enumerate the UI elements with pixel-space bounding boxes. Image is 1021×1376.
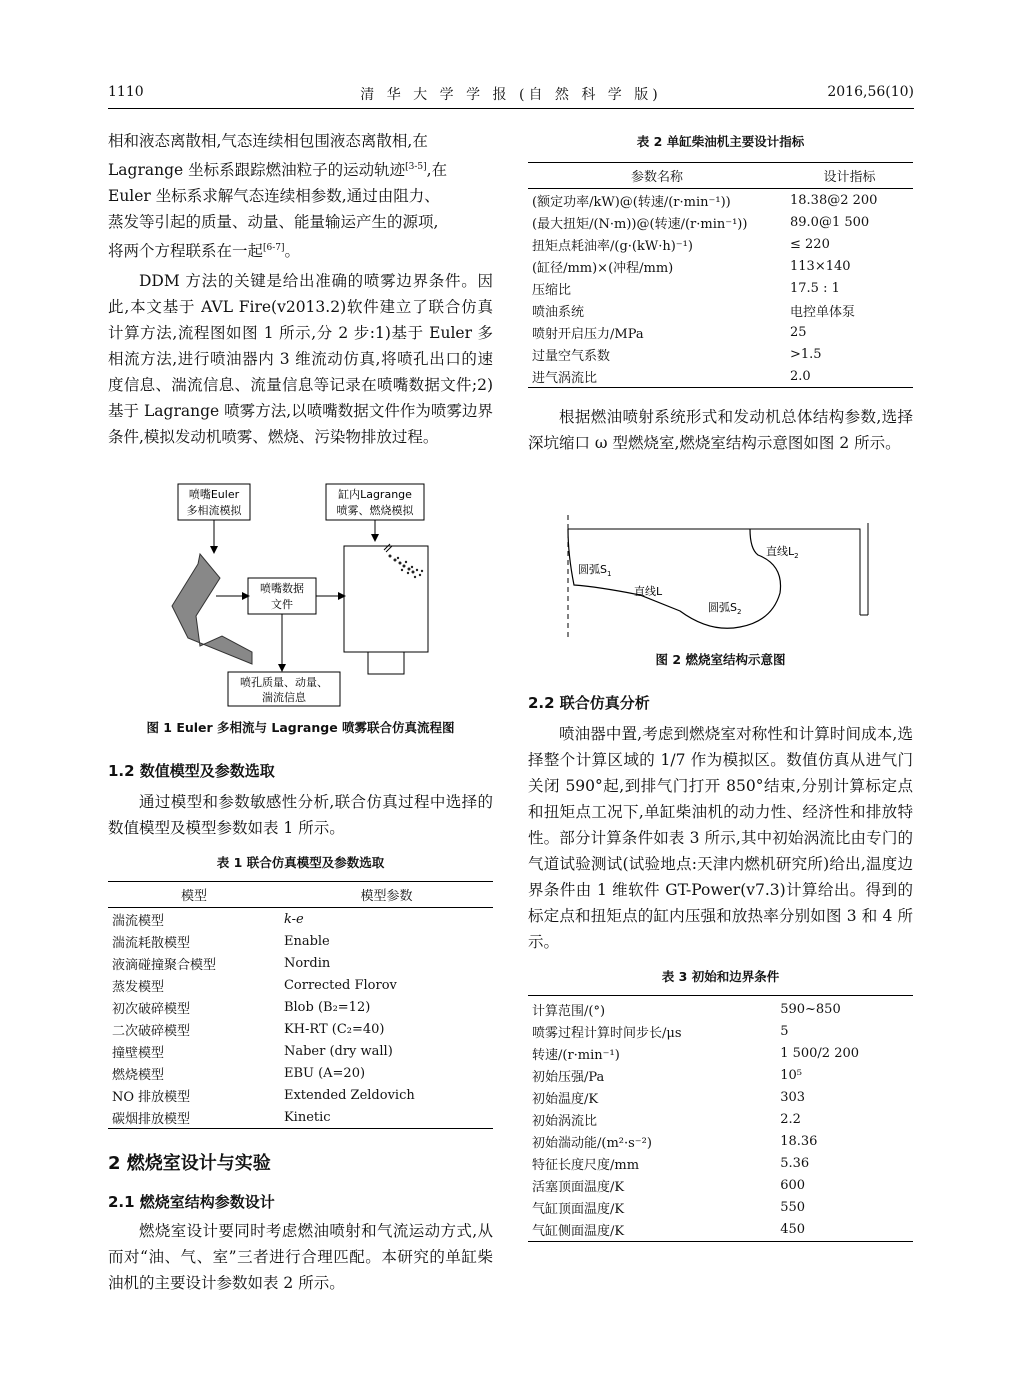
table-row (528, 1131, 913, 1153)
left-column (108, 128, 493, 450)
table-cell: Enable (283, 933, 330, 949)
figure-1-caption-wrap (108, 718, 493, 736)
box1-line1: 喷嘴Euler (188, 488, 240, 501)
table-row (528, 365, 913, 388)
table-3 (528, 995, 913, 1242)
table-row (108, 1062, 493, 1084)
table-cell: 喷雾过程计算时间步长/μs (532, 1026, 682, 1041)
table-row (528, 211, 913, 233)
table-header-row (528, 996, 913, 1021)
table-1-caption: 表 1 联合仿真模型及参数选取 (216, 855, 385, 870)
table-cell: EBU (A=20) (283, 1065, 366, 1081)
table-1-header: 模型 (108, 882, 280, 908)
paragraph-4: 燃烧室设计要同时考虑燃油喷射和气流运动方式,从而对“油、气、室”三者进行合理匹配。本研究的单缸柴油机的主要设计参数如表 2 所示。 (108, 1222, 493, 1292)
table-cell: 10⁵ (780, 1068, 802, 1083)
table-row (528, 1109, 913, 1131)
table-cell: 液滴碰撞聚合模型 (112, 957, 217, 973)
table-cell: 初始涡流比 (532, 1114, 598, 1129)
table-1 (108, 881, 493, 1129)
table-row (108, 930, 493, 952)
paragraph-3: 通过模型和参数敏感性分析,联合仿真过程中选择的数值模型及模型参数如表 1 所示。 (108, 793, 493, 837)
table-cell: 2.2 (780, 1112, 801, 1127)
table-cell: 计算范围/(°) (528, 996, 776, 1021)
box3-line2: 文件 (271, 598, 293, 611)
table-cell: 18.38@2 200 (790, 192, 878, 208)
table-cell: 5.36 (780, 1156, 810, 1171)
table-cell: 湍流耗散模型 (112, 935, 191, 951)
text-fragment: 蒸发等引起的质量、动量、能量输运产生的源项, (108, 213, 439, 232)
text-fragment: 相和液态离散相,气态连续相包围液态离散相,在 (108, 132, 428, 150)
table-cell: 气缸顶面温度/K (532, 1202, 625, 1217)
section-2-1-heading: 2.1 燃烧室结构参数设计 (108, 1193, 275, 1211)
figure-2 (560, 515, 880, 645)
right-column (528, 132, 913, 456)
table-2-caption: 表 2 单缸柴油机主要设计指标 (636, 134, 805, 149)
table-cell: 初次破碎模型 (112, 1001, 191, 1017)
table-cell: KH-RT (C₂=40) (283, 1021, 385, 1037)
table-cell: Nordin (283, 955, 331, 971)
table-cell: 转速/(r·min⁻¹) (532, 1048, 620, 1063)
text-fragment: Lagrange 坐标系跟踪燃油粒子的运动轨迹 (108, 161, 406, 180)
right-column-lower (528, 650, 913, 1242)
text-fragment: 圆弧S (578, 563, 607, 576)
table-cell: 25 (790, 324, 807, 340)
text-fragment: [6-7] (263, 243, 285, 254)
table-cell: 初始压强/Pa (532, 1070, 605, 1085)
label-line-l2 (766, 544, 799, 560)
table-row (108, 908, 493, 931)
text-fragment: 将两个方程联系在一起 (108, 242, 264, 261)
table-row (528, 1043, 913, 1065)
flowchart-diagram (160, 478, 460, 710)
header-rule (108, 108, 914, 109)
table-row (108, 952, 493, 974)
table-cell: Naber (dry wall) (283, 1043, 393, 1059)
table-row (528, 343, 913, 365)
page-number: 1110 (108, 84, 144, 100)
table-1-header: 模型参数 (280, 882, 493, 908)
table-cell: 初始湍动能/(m²·s⁻²) (532, 1136, 652, 1151)
table-cell: 590~850 (776, 996, 913, 1021)
figure-1-caption: 图 1 Euler 多相流与 Lagrange 喷雾联合仿真流程图 (146, 720, 455, 735)
table-2 (528, 162, 913, 388)
table-cell: 压缩比 (532, 282, 572, 298)
table-cell: 燃烧模型 (112, 1067, 165, 1083)
table-cell: 喷油系统 (532, 304, 585, 320)
running-header (108, 80, 914, 104)
table-cell: Corrected Florov (283, 977, 397, 993)
table-cell: 600 (780, 1178, 806, 1193)
box4-line1: 喷孔质量、动量、 (240, 676, 328, 689)
text-fragment: 圆弧S (708, 601, 737, 614)
table-cell: 蒸发模型 (112, 979, 165, 995)
left-column-lower (108, 760, 493, 1296)
table-row (528, 189, 913, 212)
text-fragment: [3-5] (405, 162, 427, 172)
table-row (528, 255, 913, 277)
table-cell: 450 (776, 1219, 913, 1242)
text-fragment: ,在 (426, 161, 448, 180)
text-fragment: 2 (736, 608, 742, 616)
table-cell: 扭矩点耗油率/(g·(kW·h)⁻¹) (532, 238, 693, 254)
text-fragment: 直线L (766, 545, 795, 558)
table-cell: 过量空气系数 (532, 348, 611, 364)
table-row (528, 1219, 913, 1242)
table-row (528, 1065, 913, 1087)
table-cell: 18.36 (780, 1134, 818, 1149)
table-row (528, 1153, 913, 1175)
table-cell: 初始温度/K (532, 1092, 599, 1107)
text-fragment: Euler 坐标系求解气态连续相参数,通过由阻力、 (108, 187, 440, 206)
table-row (108, 1106, 493, 1129)
table-cell: 气缸侧面温度/K (528, 1219, 776, 1242)
table-cell: 2.0 (786, 365, 913, 388)
table-cell: 1 500/2 200 (780, 1046, 860, 1061)
box1-line2: 多相流模拟 (186, 504, 242, 517)
section-1-2-heading: 1.2 数值模型及参数选取 (108, 762, 275, 780)
table-row (528, 233, 913, 255)
table-cell: (缸径/mm)×(冲程/mm) (532, 260, 674, 276)
figure-1 (160, 478, 460, 710)
table-row (528, 1197, 913, 1219)
table-cell: 湍流模型 (112, 913, 165, 929)
table-row (108, 1018, 493, 1040)
figure-2-caption: 图 2 燃烧室结构示意图 (655, 652, 786, 667)
table-row (528, 1175, 913, 1197)
table-cell: 303 (780, 1090, 806, 1105)
table-cell: 进气涡流比 (528, 365, 786, 388)
journal-title: 清 华 大 学 学 报 (自 然 科 学 版) (360, 87, 662, 103)
text-fragment: 。 (284, 242, 301, 261)
paragraph-1 (108, 128, 493, 264)
text-fragment: 1 (606, 570, 612, 578)
table-cell: 113×140 (790, 258, 851, 274)
table-cell: 碳烟排放模型 (108, 1106, 280, 1129)
table-cell: 活塞顶面温度/K (532, 1180, 625, 1195)
table-row (108, 1084, 493, 1106)
table-2-header: 参数名称 (528, 163, 786, 189)
table-row (528, 277, 913, 299)
table-row (528, 1021, 913, 1043)
table-cell: (额定功率/kW)@(转速/(r·min⁻¹)) (532, 194, 731, 210)
table-cell: 电控单体泵 (790, 304, 856, 320)
paragraph-5: 根据燃油喷射系统形式和发动机总体结构参数,选择深坑缩口 ω 型燃烧室,燃烧室结构示意图如图 2 所示。 (528, 408, 913, 452)
box3-line1: 喷嘴数据 (260, 582, 304, 595)
table-3-caption: 表 3 初始和边界条件 (661, 969, 780, 984)
combustion-chamber-diagram (560, 515, 880, 645)
table-cell: Kinetic (280, 1106, 493, 1129)
paragraph-2: DDM 方法的关键是给出准确的喷雾边界条件。因此,本文基于 AVL Fire(v2013.2)软件建立了联合仿真计算方法,流程图如图 1 所示,分 2 步:1)基于 Euler 多相流方法,进行喷油器内 3 维流动仿真,将喷孔出口的速度信息、湍流信息、流量信息等记录在喷嘴数据文件;2)基于 Lagrange 喷雾方法,以喷嘴数据文件作为喷雾边界条件,模拟发动机喷雾、燃烧、污染物排放过程。 (108, 272, 493, 447)
table-row (528, 1087, 913, 1109)
label-line-l: 直线L (634, 585, 663, 598)
table-row (108, 996, 493, 1018)
section-2-2-heading: 2.2 联合仿真分析 (528, 694, 650, 712)
table-row (108, 1040, 493, 1062)
table-cell: 喷射开启压力/MPa (532, 326, 644, 342)
table-2-header: 设计指标 (786, 163, 913, 189)
table-row (108, 974, 493, 996)
label-arc-s2 (708, 601, 741, 616)
table-cell: (最大扭矩/(N·m))@(转速/(r·min⁻¹)) (532, 216, 748, 232)
table-cell: Blob (B₂=12) (283, 999, 371, 1015)
table-header-row (528, 163, 913, 189)
label-arc-s1 (578, 563, 611, 578)
table-cell: 撞壁模型 (112, 1045, 165, 1061)
paragraph-6: 喷油器中置,考虑到燃烧室对称性和计算时间成本,选择整个计算区域的 1/7 作为模拟区。数值仿真从进气门关闭 590°起,到排气门打开 850°结束,分别计算标定点和扭矩点工况下,单缸柴油机的动力性、经济性和排放特性。部分计算条件如表 3 所示,其中初始涡流比由专门的气道试验测试(试验地点:天津内燃机研究所)给出,温度边界条件由 1 维软件 GT-Power(v7.3)计算给出。得到的标定点和扭矩点的缸内压强和放热率分别如图 3 和 4 所示。 (528, 725, 913, 951)
table-row (528, 321, 913, 343)
table-cell: >1.5 (790, 346, 822, 362)
text-fragment: 2 (794, 552, 799, 560)
table-cell: 17.5 : 1 (790, 280, 840, 296)
table-cell: 二次破碎模型 (112, 1023, 191, 1039)
table-cell: 特征长度尺度/mm (532, 1158, 640, 1173)
box4-line2: 湍流信息 (262, 691, 306, 704)
table-row (528, 299, 913, 321)
table-cell: NO 排放模型 (112, 1089, 191, 1105)
table-cell: ≤ 220 (790, 236, 830, 252)
box2-line2: 喷雾、燃烧模拟 (336, 504, 414, 517)
box2-line1: 缸内Lagrange (338, 488, 412, 501)
section-2-heading: 2 燃烧室设计与实验 (108, 1153, 271, 1174)
table-cell: k-e (283, 911, 304, 927)
table-cell: 5 (780, 1024, 789, 1039)
table-cell: 89.0@1 500 (790, 214, 870, 230)
table-cell: 550 (780, 1200, 806, 1215)
issue-info: 2016,56(10) (827, 84, 914, 100)
table-header-row (108, 882, 493, 908)
table-cell: Extended Zeldovich (283, 1087, 415, 1103)
